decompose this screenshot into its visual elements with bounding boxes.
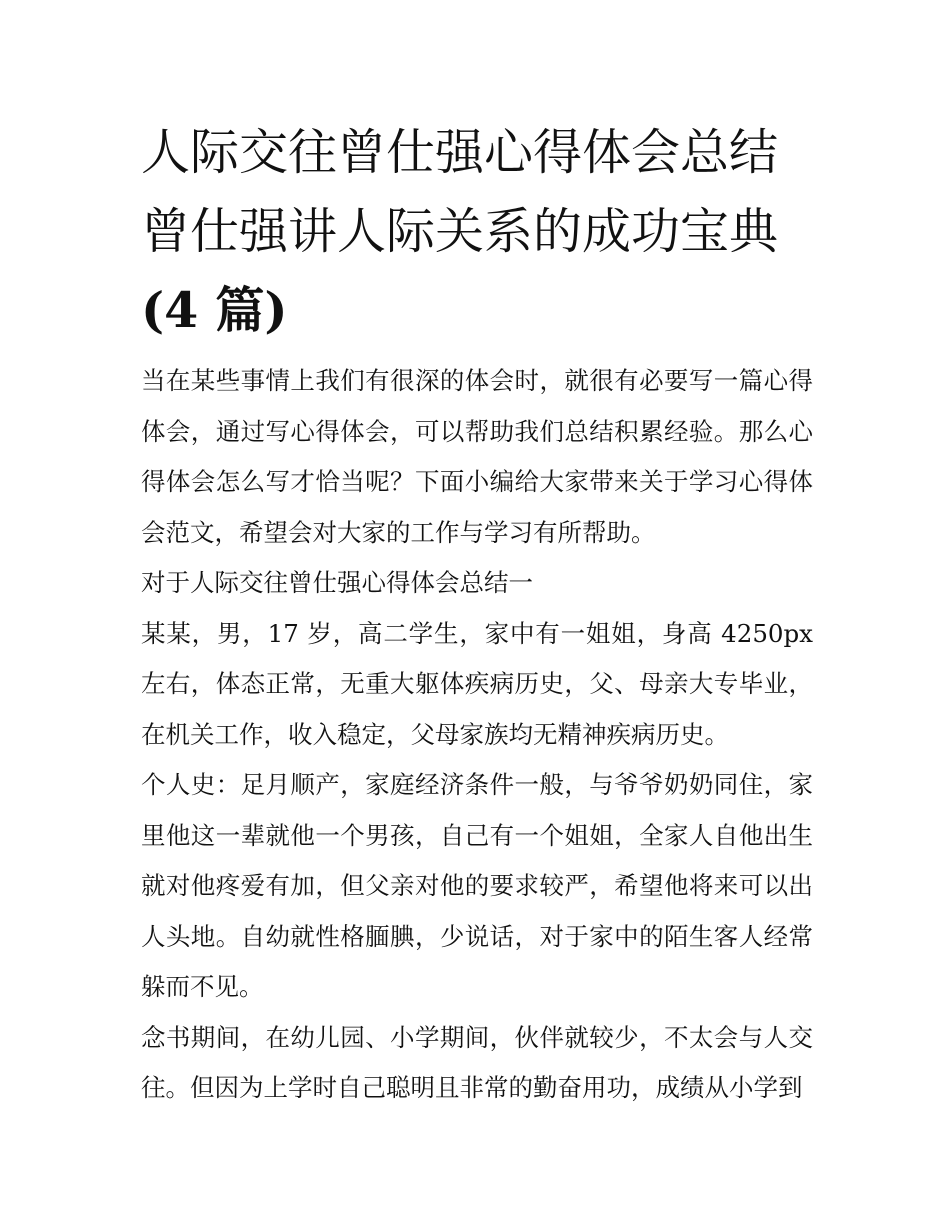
document-body <box>141 113 813 1114</box>
personal-history-paragraph: 个人史：足月顺产，家庭经济条件一般，与爷爷奶奶同住，家里他这一辈就他一个男孩，自己有一个姐姐，全家人自他出生就对他疼爱有加，但父亲对他的要求较严，希望他将来可以出人头地。自幼就性格腼腆，少说话，对于家中的陌生客人经常躲而不见。 <box>141 770 813 1001</box>
title-suffix: (4 篇) <box>141 281 288 339</box>
title-line-1: 人际交往曾仕强心得体会总结 <box>141 124 779 181</box>
profile-paragraph: 某某，男，17 岁，高二学生，家中有一姐姐，身高 4250px 左右，体态正常，无重大躯体疾病历史，父、母亲大专毕业，在机关工作，收入稳定，父母家族均无精神疾病历史。 <box>141 618 813 749</box>
intro-paragraph: 当在某些事情上我们有很深的体会时，就很有必要写一篇心得体会，通过写心得体会，可以帮助我们总结积累经验。那么心得体会怎么写才恰当呢？下面小编给大家带来关于学习心得体会范文，希望会对大家的工作与学习有所帮助。 <box>141 366 813 547</box>
schooling-paragraph: 念书期间，在幼儿园、小学期间，伙伴就较少，不太会与人交往。但因为上学时自己聪明且非常的勤奋用功，成绩从小学到 <box>141 1022 813 1102</box>
document-title <box>141 113 813 350</box>
title-line-3 <box>141 271 813 350</box>
section-heading: 对于人际交往曾仕强心得体会总结一 <box>141 568 533 597</box>
title-line-2: 曾仕强讲人际关系的成功宝典 <box>141 203 779 260</box>
